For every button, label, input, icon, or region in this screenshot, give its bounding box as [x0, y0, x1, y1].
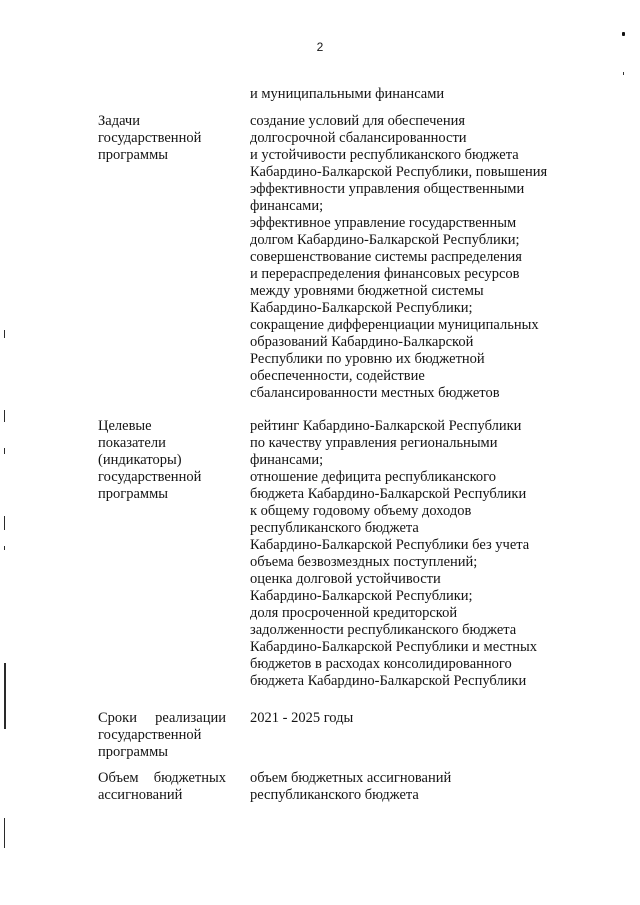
tasks-value-line: эффективности управления общественными — [250, 181, 525, 197]
indicators-value-line: оценка долговой устойчивости — [250, 571, 441, 587]
volume-label-line: ассигнований — [98, 787, 183, 803]
volume-label — [98, 770, 226, 804]
indicators-value-line: Кабардино-Балкарской Республики без учета — [250, 537, 530, 553]
indicators-value-line: доля просроченной кредиторской — [250, 605, 458, 621]
tasks-value-line: образований Кабардино-Балкарской — [250, 334, 474, 350]
indicators-value-line: бюджетов в расходах консолидированного — [250, 656, 512, 672]
tasks-value-line: и перераспределения финансовых ресурсов — [250, 266, 520, 282]
volume-value-line: объем бюджетных ассигнований — [250, 770, 452, 786]
indicators-value — [250, 418, 537, 690]
scan-artifact — [623, 72, 624, 75]
tasks-value-line: Кабардино-Балкарской Республики, повышения — [250, 164, 548, 180]
tasks-label-line: Задачи — [98, 113, 140, 129]
indicators-value-line: Кабардино-Балкарской Республики; — [250, 588, 473, 604]
indicators-value-line: объема безвозмездных поступлений; — [250, 554, 478, 570]
indicators-label-line: (индикаторы) — [98, 452, 182, 468]
scan-artifact — [4, 330, 5, 338]
tasks-value-line: финансами; — [250, 198, 324, 214]
scan-artifact — [622, 32, 625, 36]
indicators-value-line: к общему годовому объему доходов — [250, 503, 472, 519]
scan-artifact — [4, 818, 5, 848]
tasks-value-line: и устойчивости республиканского бюджета — [250, 147, 519, 163]
indicators-value-line: отношение дефицита республиканского — [250, 469, 496, 485]
scan-artifact — [4, 546, 5, 550]
tasks-value-line: совершенствование системы распределения — [250, 249, 522, 265]
indicators-label-line: Целевые — [98, 418, 152, 434]
period-label-line: государственной — [98, 727, 202, 743]
volume-value-line: республиканского бюджета — [250, 787, 419, 803]
indicators-label-line: государственной — [98, 469, 202, 485]
indicators-value-line: финансами; — [250, 452, 324, 468]
tasks-value-line: сокращение дифференциации муниципальных — [250, 317, 539, 333]
scan-artifact — [4, 410, 5, 422]
indicators-value-line: Кабардино-Балкарской Республики и местных — [250, 639, 538, 655]
tasks-value-line: долгом Кабардино-Балкарской Республики; — [250, 232, 520, 248]
scan-artifact — [4, 663, 6, 729]
volume-label-word: Объем — [98, 770, 139, 786]
tasks-label-line: государственной — [98, 130, 202, 146]
period-label-first-line — [98, 710, 226, 727]
indicators-value-line: рейтинг Кабардино-Балкарской Республики — [250, 418, 522, 434]
indicators-label-line: показатели — [98, 435, 166, 451]
indicators-label-line: программы — [98, 486, 168, 502]
indicators-value-line: задолженности республиканского бюджета — [250, 622, 517, 638]
tasks-label — [98, 113, 201, 164]
indicators-value-line: бюджета Кабардино-Балкарской Республики — [250, 486, 527, 502]
scan-artifact — [4, 516, 5, 530]
tasks-value-line: Кабардино-Балкарской Республики; — [250, 300, 473, 316]
scan-artifact — [4, 448, 5, 454]
period-label-line: программы — [98, 744, 168, 760]
page-number: 2 — [316, 40, 324, 54]
tasks-label-line: программы — [98, 147, 168, 163]
tasks-value-line: обеспеченности, содействие — [250, 368, 425, 384]
continued-text: и муниципальными финансами — [250, 86, 445, 102]
volume-label-first-line — [98, 770, 226, 787]
tasks-value-line: сбалансированности местных бюджетов — [250, 385, 500, 401]
indicators-value-line: республиканского бюджета — [250, 520, 419, 536]
indicators-value-line: бюджета Кабардино-Балкарской Республики — [250, 673, 527, 689]
indicators-value-line: по качеству управления региональными — [250, 435, 498, 451]
tasks-value-line: создание условий для обеспечения — [250, 113, 466, 129]
period-label — [98, 710, 226, 761]
volume-label-word: бюджетных — [153, 770, 226, 786]
period-value: 2021 - 2025 годы — [250, 710, 354, 726]
tasks-value — [250, 113, 547, 402]
period-label-word: Сроки — [98, 710, 137, 726]
tasks-value-line: эффективное управление государственным — [250, 215, 517, 231]
indicators-label — [98, 418, 201, 503]
volume-value — [250, 770, 451, 804]
tasks-value-line: Республики по уровню их бюджетной — [250, 351, 485, 367]
period-label-word: реализации — [155, 710, 226, 726]
tasks-value-line: долгосрочной сбалансированности — [250, 130, 467, 146]
tasks-value-line: между уровнями бюджетной системы — [250, 283, 484, 299]
